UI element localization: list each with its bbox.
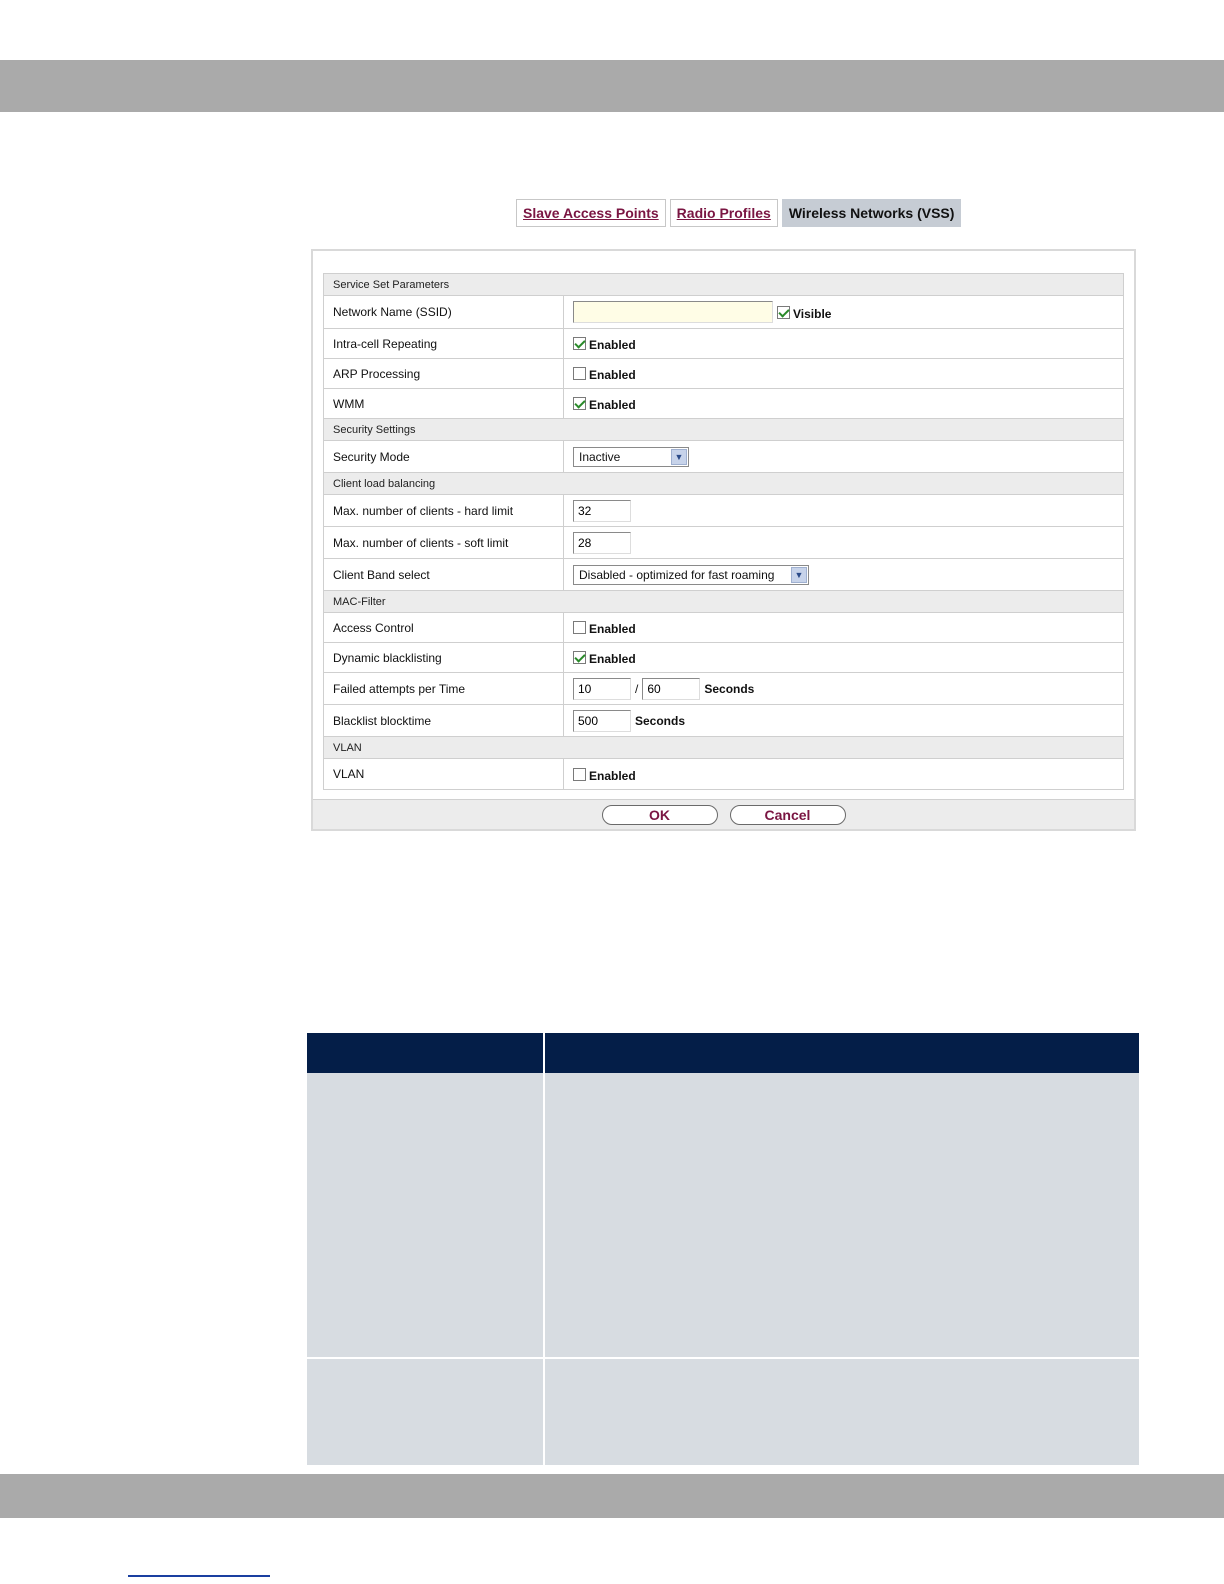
hard-limit-input[interactable] xyxy=(573,500,631,522)
ssid-label: Network Name (SSID) xyxy=(324,296,564,328)
column-divider xyxy=(543,1033,545,1073)
row-dynamic-blacklisting xyxy=(324,643,1123,673)
access-control-option: Enabled xyxy=(589,622,636,636)
access-control-checkbox[interactable] xyxy=(573,621,586,634)
band-select-dropdown[interactable] xyxy=(573,565,809,585)
failed-attempts-input[interactable] xyxy=(573,678,631,700)
column-divider xyxy=(543,1073,545,1357)
table-cell xyxy=(307,1073,543,1357)
dynamic-blacklisting-option: Enabled xyxy=(589,652,636,666)
vlan-label: VLAN xyxy=(324,759,564,789)
failed-time-unit: Seconds xyxy=(704,681,755,696)
tab-bar xyxy=(516,199,961,227)
table-row xyxy=(307,1359,1139,1465)
soft-limit-input[interactable] xyxy=(573,532,631,554)
blocktime-unit: Seconds xyxy=(635,713,686,728)
row-soft-limit xyxy=(324,527,1123,559)
form-table xyxy=(323,273,1124,790)
row-access-control xyxy=(324,613,1123,643)
header-bar xyxy=(0,60,1224,112)
row-failed-attempts xyxy=(324,673,1123,705)
cancel-button[interactable]: Cancel xyxy=(730,805,846,825)
band-select-label: Client Band select xyxy=(324,559,564,590)
row-wmm xyxy=(324,389,1123,419)
description-table xyxy=(307,1033,1139,1465)
row-intra-cell xyxy=(324,329,1123,359)
row-arp xyxy=(324,359,1123,389)
form-panel xyxy=(311,249,1136,831)
button-bar xyxy=(313,799,1134,829)
visible-checkbox[interactable] xyxy=(777,306,790,319)
ssid-input[interactable] xyxy=(573,301,773,323)
band-select-value: Disabled - optimized for fast roaming xyxy=(579,567,775,582)
arp-option: Enabled xyxy=(589,368,636,382)
intra-cell-option: Enabled xyxy=(589,338,636,352)
chevron-down-icon[interactable]: ▼ xyxy=(791,567,807,583)
hard-limit-label: Max. number of clients - hard limit xyxy=(324,495,564,526)
security-mode-value: Inactive xyxy=(579,449,621,464)
arp-label: ARP Processing xyxy=(324,359,564,388)
section-mac-filter: MAC-Filter xyxy=(324,591,1123,613)
intra-cell-label: Intra-cell Repeating xyxy=(324,329,564,358)
access-control-label: Access Control xyxy=(324,613,564,642)
vlan-checkbox[interactable] xyxy=(573,768,586,781)
soft-limit-label: Max. number of clients - soft limit xyxy=(324,527,564,558)
blocktime-label: Blacklist blocktime xyxy=(324,705,564,736)
dynamic-blacklisting-checkbox[interactable] xyxy=(573,651,586,664)
failed-time-input[interactable] xyxy=(642,678,700,700)
blocktime-input[interactable] xyxy=(573,710,631,732)
arp-checkbox[interactable] xyxy=(573,367,586,380)
tab-slave-access-points[interactable]: Slave Access Points xyxy=(516,199,666,227)
dynamic-blacklisting-label: Dynamic blacklisting xyxy=(324,643,564,672)
vlan-option: Enabled xyxy=(589,768,636,783)
column-divider xyxy=(543,1359,545,1465)
table-row xyxy=(307,1073,1139,1357)
row-hard-limit xyxy=(324,495,1123,527)
footer-bar xyxy=(0,1474,1224,1518)
table-cell xyxy=(307,1359,543,1465)
row-ssid xyxy=(324,296,1123,329)
section-vlan: VLAN xyxy=(324,737,1123,759)
row-blocktime xyxy=(324,705,1123,737)
section-client-load: Client load balancing xyxy=(324,473,1123,495)
chevron-down-icon[interactable]: ▼ xyxy=(671,449,687,465)
tab-wireless-networks[interactable]: Wireless Networks (VSS) xyxy=(782,199,962,227)
section-service-set: Service Set Parameters xyxy=(324,274,1123,296)
row-vlan xyxy=(324,759,1123,789)
description-table-header xyxy=(307,1033,1139,1073)
footnote-rule xyxy=(128,1575,270,1577)
ok-button[interactable]: OK xyxy=(602,805,718,825)
wmm-checkbox[interactable] xyxy=(573,397,586,410)
security-mode-label: Security Mode xyxy=(324,441,564,472)
visible-label: Visible xyxy=(793,306,832,321)
section-security: Security Settings xyxy=(324,419,1123,441)
failed-attempts-label: Failed attempts per Time xyxy=(324,673,564,704)
intra-cell-checkbox[interactable] xyxy=(573,337,586,350)
security-mode-select[interactable] xyxy=(573,447,689,467)
row-band-select xyxy=(324,559,1123,591)
wmm-label: WMM xyxy=(324,389,564,418)
attempts-separator: / xyxy=(635,681,639,696)
wmm-option: Enabled xyxy=(589,398,636,412)
tab-radio-profiles[interactable]: Radio Profiles xyxy=(670,199,778,227)
row-security-mode xyxy=(324,441,1123,473)
